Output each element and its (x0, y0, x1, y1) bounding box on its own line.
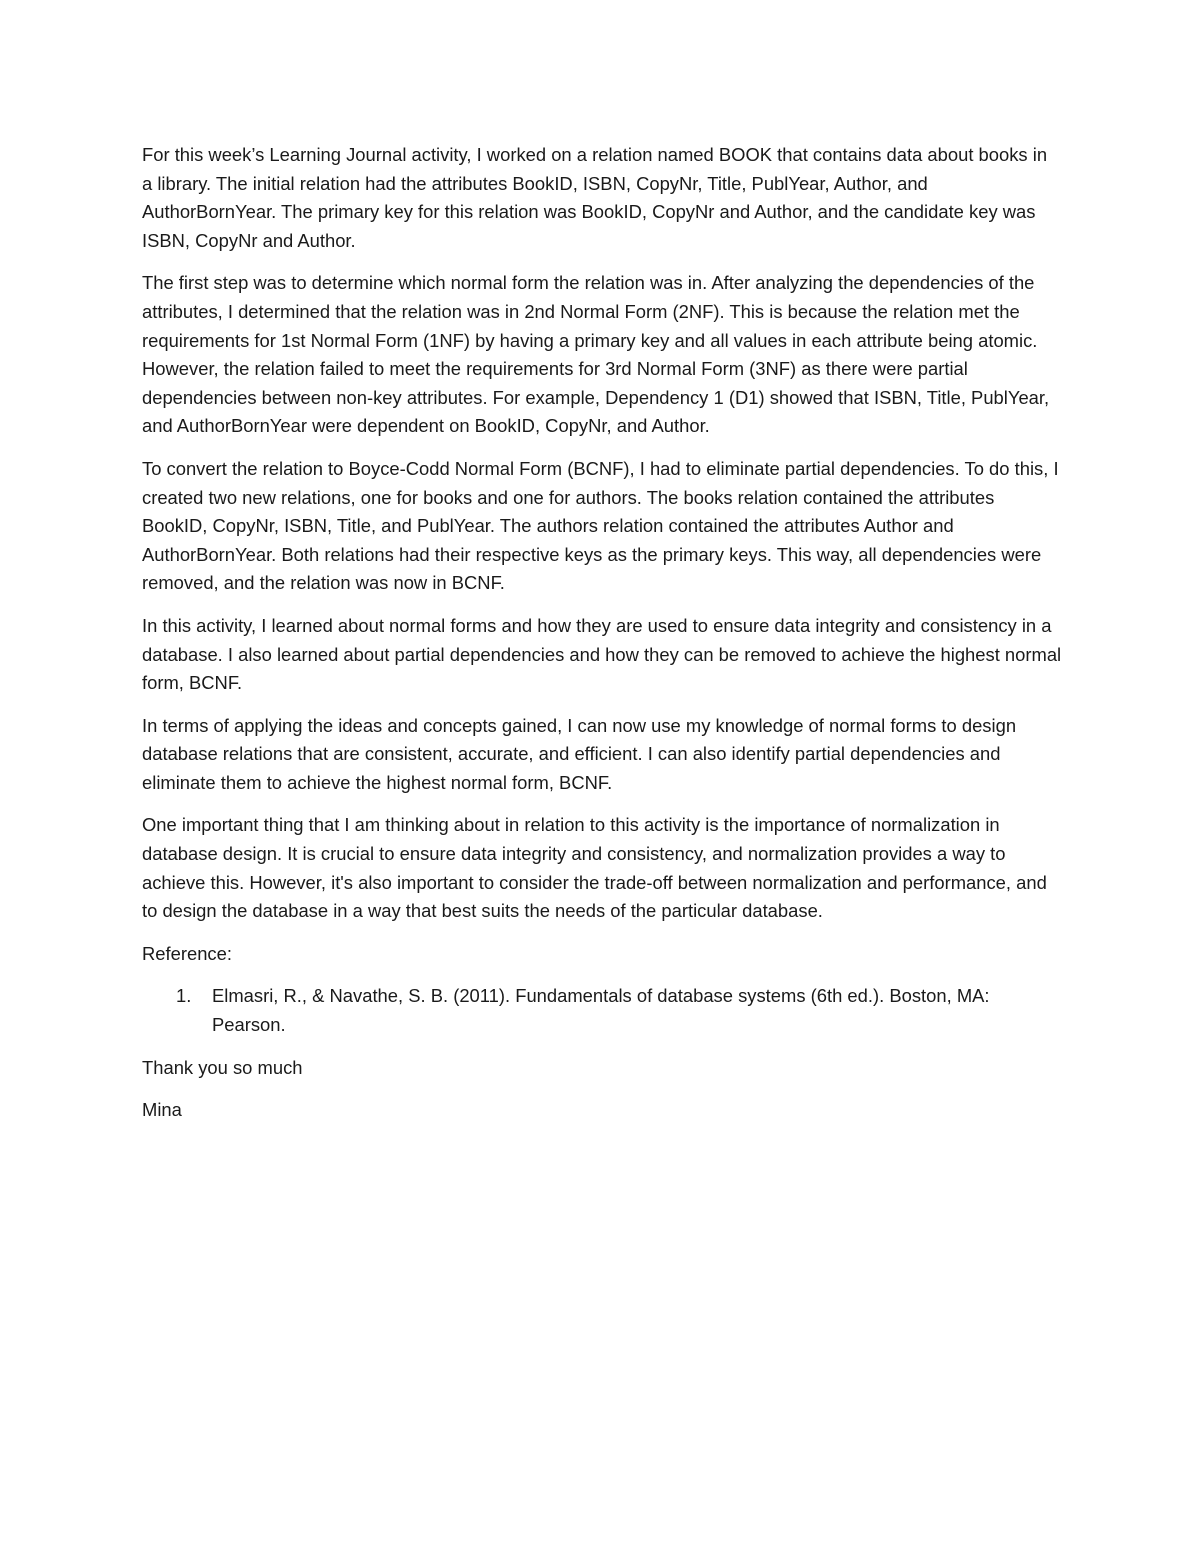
paragraph-reflection: One important thing that I am thinking about in relation to this activity is the importance of normalization in database design. It is crucial to ensure data integrity and consistency, and normalization provides a way to achieve this. However, it's also important to consider the trade-off between normalization and performance, and to design the database in a way that best suits the needs of the particular database. (142, 814, 1047, 922)
paragraph-normal-form-analysis: The first step was to determine which normal form the relation was in. After analyzing the dependencies of the attributes, I determined that the relation was in 2nd Normal Form (2NF). This is because the relation met the requirements for 1st Normal Form (1NF) by having a primary key and all values in each attribute being atomic. However, the relation failed to meet the requirements for 3rd Normal Form (3NF) as there were partial dependencies between non-key attributes. For example, Dependency 1 (D1) showed that ISBN, Title, PublYear, and AuthorBornYear were dependent on BookID, CopyNr, and Author. (142, 272, 1050, 437)
document-body (142, 141, 1062, 1139)
reference-text: Elmasri, R., & Navathe, S. B. (2011). Fundamentals of database systems (6th ed.). Boston, MA: Pearson. (212, 985, 990, 1036)
paragraph-application: In terms of applying the ideas and concepts gained, I can now use my knowledge of normal forms to design database relations that are consistent, accurate, and efficient. I can also identify partial dependencies and eliminate them to achieve the highest normal form, BCNF. (142, 714, 1017, 793)
reference-item (142, 982, 1062, 1039)
paragraph-learning: In this activity, I learned about normal forms and how they are used to ensure data integrity and consistency in a database. I also learned about partial dependencies and how they can be removed to achieve the highest normal form, BCNF. (142, 614, 1062, 694)
reference-heading: Reference: (142, 942, 232, 964)
paragraph-intro: For this week’s Learning Journal activity, I worked on a relation named BOOK that contains data about books in a library. The initial relation had the attributes BookID, ISBN, CopyNr, Title, PublYear, Author, and AuthorBornYear. The primary key for this relation was BookID, CopyNr and Author, and the candidate key was ISBN, CopyNr and Author. (142, 144, 1048, 251)
closing-line: Thank you so much (142, 1056, 303, 1078)
signature: Mina (142, 1099, 182, 1121)
reference-number: 1. (176, 985, 192, 1007)
paragraph-bcnf-conversion: To convert the relation to Boyce-Codd Normal Form (BCNF), I had to eliminate partial dependencies. To do this, I created two new relations, one for books and one for authors. The books relation contained the attributes BookID, CopyNr, ISBN, Title, and PublYear. The authors relation contained the attributes Author and AuthorBornYear. Both relations had their respective keys as the primary keys. This way, all dependencies were removed, and the relation was now in BCNF. (142, 457, 1059, 594)
reference-list (142, 982, 1062, 1039)
